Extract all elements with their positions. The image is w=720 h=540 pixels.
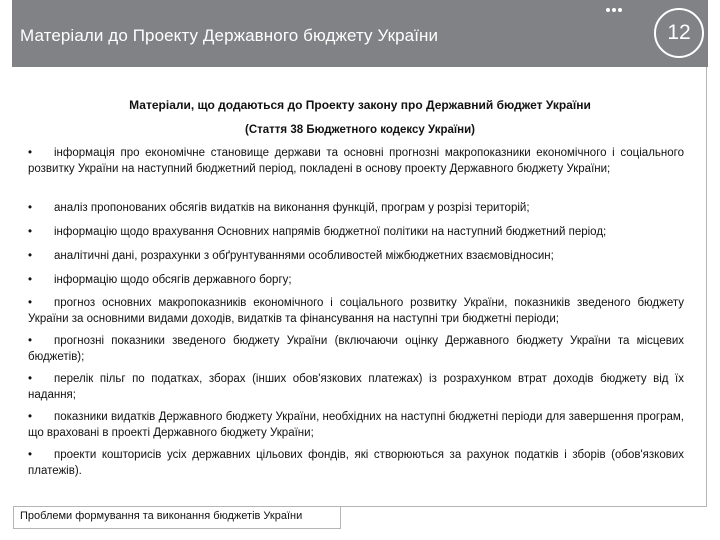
bullet-icon: • bbox=[28, 250, 33, 262]
list-item bbox=[28, 295, 684, 327]
list-item bbox=[28, 145, 684, 177]
content-subtitle: (Стаття 38 Бюджетного кодексу України) bbox=[245, 124, 475, 136]
bullet-icon: • bbox=[28, 226, 33, 238]
list-item-text: аналітичні дані, розрахунки з обґрунтуваннями особливостей міжбюджетних взаємовідносин; bbox=[54, 250, 554, 262]
bullet-icon: • bbox=[28, 274, 33, 286]
list-item bbox=[28, 447, 684, 479]
bullet-icon: • bbox=[28, 335, 33, 347]
bullet-icon: • bbox=[28, 449, 33, 461]
list-item bbox=[28, 224, 684, 240]
list-item bbox=[28, 371, 684, 403]
bullet-icon: • bbox=[28, 373, 33, 385]
list-item bbox=[28, 409, 684, 441]
list-item-text: показники видатків Державного бюджету України, необхідних на наступні бюджетні періоди для завершення програм, що враховані в проекті Державного бюджету України; bbox=[28, 411, 684, 439]
bullet-icon: • bbox=[28, 297, 33, 309]
list-item-text: прогнозні показники зведеного бюджету України (включаючи оцінку Державного бюджету України та місцевих бюджетів); bbox=[28, 335, 684, 363]
slide-footer: Проблеми формування та виконання бюджетів України bbox=[13, 507, 341, 529]
list-item-text: інформацію щодо обсягів державного боргу; bbox=[54, 274, 292, 286]
page-number-badge: 12 bbox=[654, 8, 704, 58]
list-item-text: перелік пільг по податках, зборах (інших обов'язкових платежах) із розрахунком втрат доходів бюджету від їх надання; bbox=[28, 373, 684, 401]
slide-title: Матеріали до Проекту Державного бюджету України bbox=[20, 26, 439, 45]
list-item-text: прогноз основних макропоказників економічного і соціального розвитку України, показників зведеного бюджету України за основними видами доходів, видатків та фінансування на наступні три бюджетні періоди; bbox=[28, 297, 684, 325]
list-item-text: проекти кошторисів усіх державних цільових фондів, які створюються за рахунок податків і зборів (обов'язкових платежів). bbox=[28, 449, 684, 477]
list-item-text: аналіз пропонованих обсягів видатків на виконання функцій, програм у розрізі територій; bbox=[54, 202, 530, 214]
list-item bbox=[28, 200, 684, 216]
list-item bbox=[28, 272, 684, 288]
bullet-icon: • bbox=[28, 411, 33, 423]
list-item-text: інформація про економічне становище держави та основні прогнозні макропоказники економічного і соціального розвитку України на наступний бюджетний період, покладені в основу проекту Державного бюджету України; bbox=[28, 147, 684, 175]
list-item bbox=[28, 333, 684, 365]
bullet-icon: • bbox=[28, 147, 33, 159]
bullet-icon: • bbox=[28, 202, 33, 214]
slide-header bbox=[12, 0, 708, 67]
list-item bbox=[28, 248, 684, 264]
content-title: Матеріали, що додаються до Проекту закону про Державний бюджет України bbox=[129, 98, 591, 112]
list-item-text: інформацію щодо врахування Основних напрямів бюджетної політики на наступний бюджетний період; bbox=[54, 226, 607, 238]
